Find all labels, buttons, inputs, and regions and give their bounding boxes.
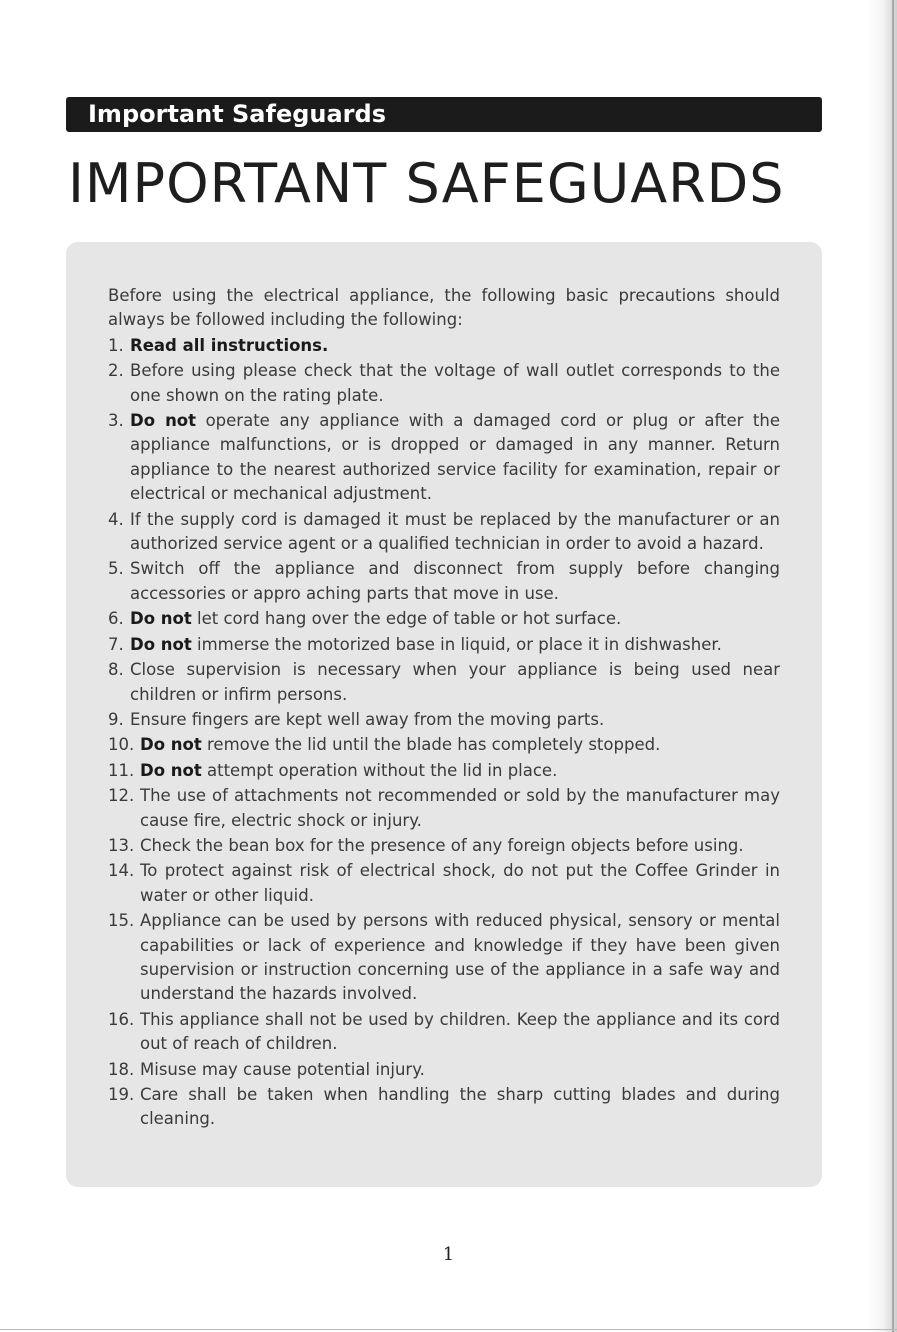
- item-text: Appliance can be used by persons with reduced physical, sensory or mental capabilities or lack of experience and knowledge if they have been given supervision or instruction concerning use of the appliance in a safe way and understand the hazards involved.: [140, 911, 780, 1004]
- page-title: IMPORTANT SAFEGUARDS: [68, 152, 785, 215]
- list-item: [108, 834, 780, 858]
- item-text: let cord hang over the edge of table or hot surface.: [191, 609, 622, 629]
- item-number: 4.: [108, 509, 124, 529]
- list-item: [108, 1058, 780, 1082]
- page-number: 1: [442, 1244, 455, 1265]
- section-header-bar: [66, 97, 822, 132]
- list-item: [108, 508, 780, 557]
- item-number: 13.: [108, 835, 135, 855]
- item-number: 7.: [108, 634, 124, 654]
- item-text: Before using please check that the voltage of wall outlet corresponds to the one shown on the rating plate.: [130, 361, 780, 405]
- item-emphasis: Do not: [140, 760, 202, 780]
- item-text: The use of attachments not recommended or sold by the manufacturer may cause fire, electric shock or injury.: [140, 786, 780, 830]
- item-number: 9.: [108, 709, 124, 729]
- item-text: To protect against risk of electrical shock, do not put the Coffee Grinder in water or other liquid.: [140, 861, 780, 905]
- item-text: Misuse may cause potential injury.: [140, 1059, 425, 1079]
- item-number: 15.: [108, 911, 135, 931]
- item-number: 14.: [108, 861, 135, 881]
- list-item: [108, 859, 780, 908]
- safeguards-list: [108, 334, 780, 1132]
- item-number: 5.: [108, 559, 124, 579]
- item-emphasis: Read all instructions.: [130, 335, 329, 355]
- safeguards-text: [108, 284, 780, 1133]
- list-item: [108, 607, 780, 631]
- item-number: 16.: [108, 1009, 135, 1029]
- list-item: [108, 1008, 780, 1057]
- item-text: Care shall be taken when handling the sharp cutting blades and during cleaning.: [140, 1085, 780, 1129]
- page-bottom-line: [0, 1329, 897, 1330]
- item-text: If the supply cord is damaged it must be replaced by the manufacturer or an authorized service agent or a qualified technician in order to avoid a hazard.: [130, 509, 780, 554]
- list-item: [108, 334, 780, 358]
- item-emphasis: Do not: [130, 609, 192, 629]
- item-text: remove the lid until the blade has completely stopped.: [201, 735, 661, 755]
- item-emphasis: Do not: [140, 735, 202, 755]
- list-item: [108, 784, 780, 833]
- item-number: 11.: [108, 760, 135, 780]
- item-emphasis: Do not: [130, 634, 192, 654]
- item-text: Close supervision is necessary when your appliance is being used near children or infirm persons.: [130, 660, 780, 704]
- page-edge: [867, 0, 897, 1332]
- item-text: Switch off the appliance and disconnect from supply before changing accessories or appro aching parts that move in use.: [130, 559, 780, 603]
- list-item: [108, 633, 780, 657]
- list-item: [108, 409, 780, 507]
- item-text: Check the bean box for the presence of any foreign objects before using.: [140, 835, 744, 855]
- item-number: 18.: [108, 1059, 135, 1079]
- item-emphasis: Do not: [130, 411, 197, 431]
- list-item: [108, 909, 780, 1007]
- list-item: [108, 708, 780, 732]
- item-text: This appliance shall not be used by children. Keep the appliance and its cord out of reach of children.: [140, 1009, 780, 1054]
- item-number: 6.: [108, 609, 124, 629]
- item-number: 2.: [108, 361, 124, 381]
- item-number: 8.: [108, 660, 124, 680]
- list-item: [108, 658, 780, 707]
- list-item: [108, 359, 780, 408]
- list-item: [108, 1083, 780, 1132]
- list-item: [108, 557, 780, 606]
- item-text: attempt operation without the lid in place.: [201, 760, 558, 780]
- list-item: [108, 759, 780, 783]
- list-item: [108, 733, 780, 757]
- intro-paragraph: Before using the electrical appliance, the following basic precautions should always be followed including the following:: [108, 286, 780, 330]
- item-text: operate any appliance with a damaged cord or plug or after the appliance malfunctions, or is dropped or damaged in any manner. Return appliance to the nearest authorized service facility for examination, repair or electrical or mechanical adjustment.: [130, 411, 780, 504]
- item-number: 10.: [108, 735, 135, 755]
- item-text: Ensure fingers are kept well away from the moving parts.: [130, 709, 605, 729]
- item-number: 12.: [108, 786, 135, 806]
- section-header-label: Important Safeguards: [88, 100, 386, 128]
- item-number: 19.: [108, 1085, 135, 1104]
- item-number: 3.: [108, 411, 124, 431]
- item-number: 1.: [108, 335, 124, 355]
- item-text: immerse the motorized base in liquid, or place it in dishwasher.: [191, 634, 722, 654]
